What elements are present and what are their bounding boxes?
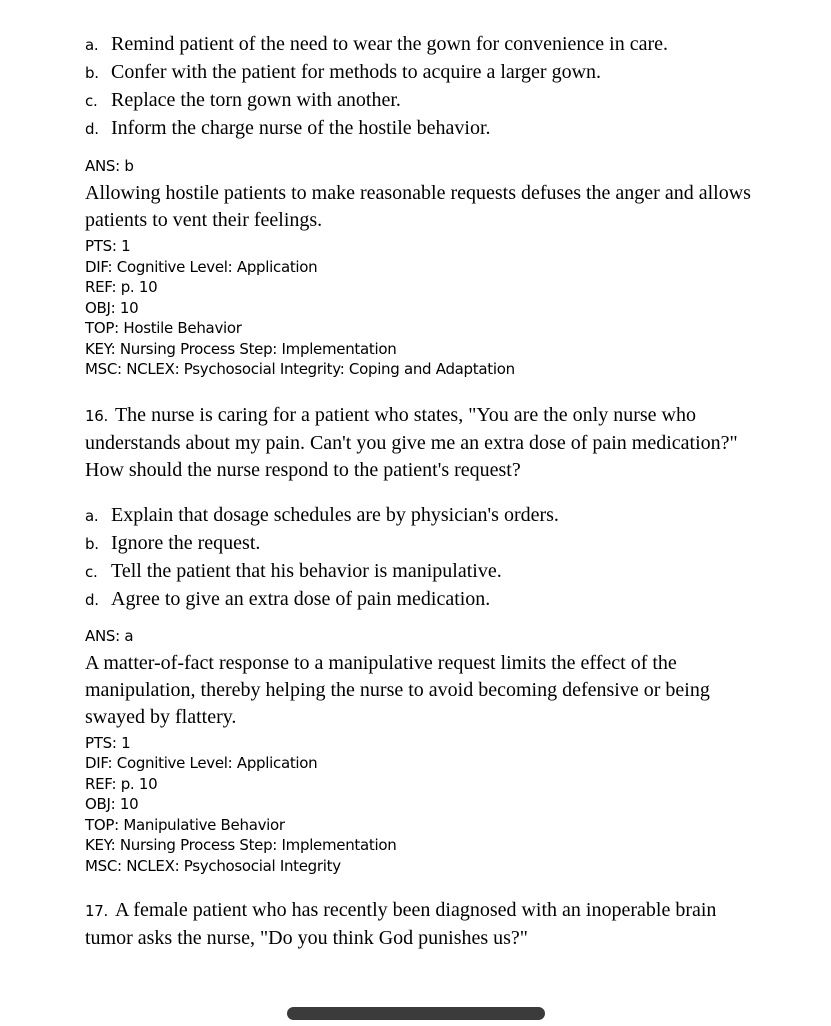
meta-row-obj: [85, 298, 755, 319]
answer-label: ANS:: [85, 626, 120, 645]
answer-block-q16: [85, 626, 755, 877]
choice-text: Tell the patient that his behavior is manipulative.: [111, 559, 502, 582]
choice-row: [85, 530, 755, 558]
meta-value: Manipulative Behavior: [123, 815, 285, 834]
meta-value: Hostile Behavior: [123, 319, 242, 337]
meta-row-key: [85, 339, 755, 360]
question-text: The nurse is caring for a patient who states, "You are the only nurse who understands about my pain. Can't you give me an extra dose of pain medication?" How should the nurse respond to the patient's request?: [85, 403, 738, 481]
meta-value: p. 10: [120, 774, 158, 793]
question-paragraph: [85, 897, 755, 952]
choice-row: [85, 558, 755, 586]
answer-line: [85, 156, 755, 177]
answer-line: [85, 626, 755, 647]
choice-row: [85, 502, 755, 530]
meta-row-top: [85, 815, 755, 836]
meta-label: OBJ:: [85, 795, 116, 813]
choice-row: [85, 31, 755, 59]
choice-text: Agree to give an extra dose of pain medication.: [111, 587, 491, 610]
question-number: 16.: [85, 406, 108, 425]
choice-row: [85, 115, 755, 143]
rationale-text: Allowing hostile patients to make reasonable requests defuses the anger and allows patients to vent their feelings.: [85, 182, 751, 231]
choice-letter: c.: [85, 562, 98, 581]
meta-label: MSC:: [85, 360, 122, 378]
choice-list-q15: [85, 31, 755, 143]
meta-value: 10: [119, 795, 139, 813]
question-17: [85, 897, 755, 952]
meta-label: OBJ:: [85, 298, 116, 317]
choice-text: Explain that dosage schedules are by physician's orders.: [111, 503, 559, 526]
document-page: [85, 31, 755, 952]
choice-text: Inform the charge nurse of the hostile behavior.: [111, 117, 491, 139]
choice-text: Remind patient of the need to wear the gown for convenience in care.: [111, 33, 669, 55]
answer-value: a: [124, 626, 134, 645]
choice-text: Replace the torn gown with another.: [111, 89, 401, 111]
meta-label: PTS:: [85, 237, 117, 255]
meta-label: PTS:: [85, 733, 117, 752]
meta-label: REF:: [85, 278, 117, 296]
meta-label: KEY:: [85, 339, 116, 358]
meta-value: NCLEX: Psychosocial Integrity: [126, 856, 341, 875]
choice-letter: d.: [85, 120, 99, 138]
rationale-text: A matter-of-fact response to a manipulative request limits the effect of the manipulation, thereby helping the nurse to avoid becoming defensive or being swayed by flattery.: [85, 651, 710, 728]
meta-value: Nursing Process Step: Implementation: [119, 339, 397, 358]
meta-label: DIF:: [85, 754, 113, 772]
question-16: [85, 402, 755, 484]
choice-letter: a.: [85, 506, 99, 525]
meta-value: Cognitive Level: Application: [116, 257, 318, 276]
meta-row-ref: [85, 774, 755, 795]
question-number: 17.: [85, 902, 108, 920]
meta-label: DIF:: [85, 257, 113, 276]
meta-label: KEY:: [85, 836, 116, 854]
home-indicator[interactable]: [287, 1007, 545, 1020]
meta-row-obj: [85, 794, 755, 815]
meta-row-dif: [85, 257, 755, 278]
meta-value: 10: [119, 298, 139, 317]
question-paragraph: [85, 402, 755, 484]
meta-row-ref: [85, 277, 755, 298]
meta-row-pts: [85, 236, 755, 257]
choice-text: Confer with the patient for methods to acquire a larger gown.: [111, 61, 602, 83]
choice-row: [85, 59, 755, 87]
meta-value: NCLEX: Psychosocial Integrity: Coping and Adaptation: [126, 360, 515, 378]
meta-value: 1: [121, 237, 131, 255]
choice-letter: b.: [85, 534, 99, 553]
meta-list-q15: [85, 236, 755, 380]
choice-row: [85, 586, 755, 614]
meta-row-msc: [85, 856, 755, 877]
choice-row: [85, 87, 755, 115]
choice-letter: a.: [85, 36, 99, 54]
choice-text: Ignore the request.: [111, 531, 261, 554]
meta-label: REF:: [85, 774, 117, 793]
meta-label: TOP:: [85, 319, 119, 337]
meta-label: MSC:: [85, 856, 122, 875]
meta-list-q16: [85, 733, 755, 877]
meta-value: Cognitive Level: Application: [116, 754, 318, 772]
meta-value: Nursing Process Step: Implementation: [119, 836, 397, 854]
choice-letter: d.: [85, 590, 99, 609]
answer-value: b: [124, 157, 134, 175]
meta-label: TOP:: [85, 815, 119, 834]
answer-label: ANS:: [85, 157, 120, 175]
meta-row-top: [85, 318, 755, 339]
meta-value: p. 10: [120, 278, 158, 296]
answer-block-q15: [85, 156, 755, 380]
question-text: A female patient who has recently been diagnosed with an inoperable brain tumor asks the nurse, "Do you think God punishes us?": [85, 899, 717, 949]
meta-row-dif: [85, 753, 755, 774]
meta-value: 1: [121, 733, 131, 752]
meta-row-msc: [85, 359, 755, 380]
choice-letter: b.: [85, 64, 99, 82]
choice-letter: c.: [85, 92, 98, 110]
meta-row-pts: [85, 733, 755, 754]
meta-row-key: [85, 835, 755, 856]
choice-list-q16: [85, 502, 755, 614]
